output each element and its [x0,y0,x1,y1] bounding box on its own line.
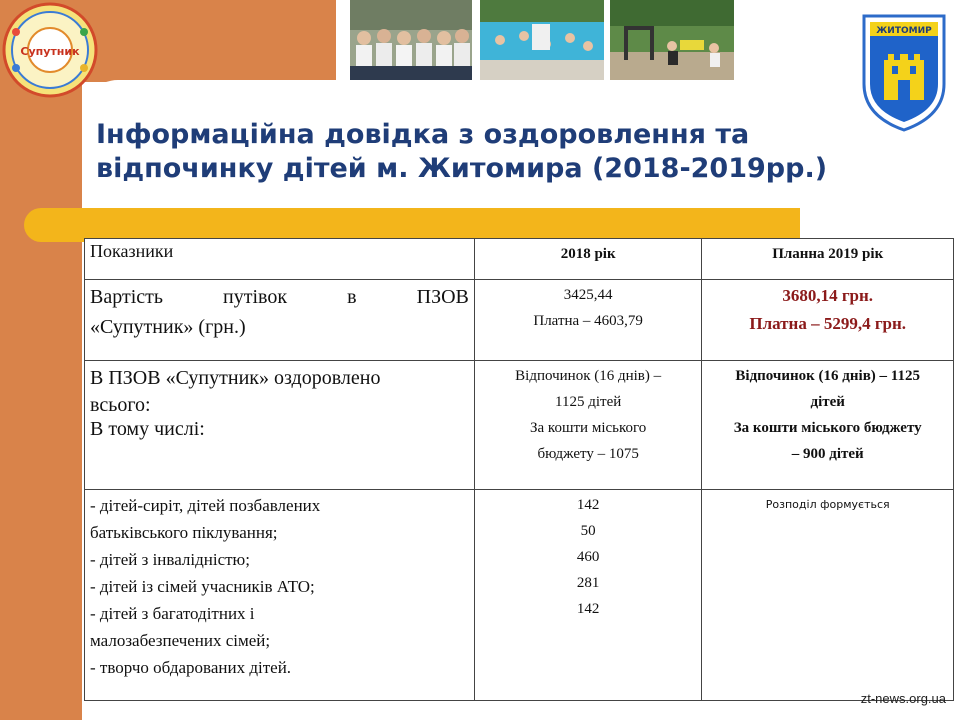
cost-2018-line2: Платна – 4603,79 [533,313,643,329]
photo-children-group [350,0,472,80]
cost-2018 [474,280,702,361]
total-label-line1: В ПЗОВ «Супутник» оздоровлено [90,367,381,389]
left-decor-band [0,0,82,720]
header-2019: Планна 2019 рік [702,239,954,280]
header-indicators: Показники [85,239,475,280]
cost-2018-line1: 3425,44 [563,287,613,303]
breakdown-label [85,490,475,701]
breakdown-2018-value: 142 [576,601,600,617]
breakdown-2018 [474,490,702,701]
total-label-line2: всього: [90,394,151,416]
cost-2019-line1: 3680,14 грн. [782,286,874,305]
table-row [85,280,954,361]
total-2018-line4: бюджету – 1075 [537,446,639,462]
breakdown-item: малозабезпечених сімей; [90,631,271,650]
cost-2019-line2: Платна – 5299,4 грн. [749,314,907,333]
total-2018-line1: Відпочинок (16 днів) – [515,368,662,384]
camp-logo [2,2,98,98]
breakdown-2018-value: 281 [576,575,600,591]
total-2019-line3: За кошти міського бюджету [733,420,922,436]
total-2019-line2: дітей [810,394,845,410]
breakdown-item: - дітей-сиріт, дітей позбавлених [90,496,321,515]
breakdown-item: - дітей із сімей учасників АТО; [90,577,315,596]
page-title: Інформаційна довідка з оздоровлення та відпочинку дітей м. Житомира (2018-2019рр.) [96,119,828,184]
accent-bar [24,208,800,242]
table-row [85,490,954,701]
total-2019-line1: Відпочинок (16 днів) – 1125 [735,368,920,384]
cost-label-line2: «Супутник» (грн.) [90,316,246,338]
breakdown-2019-note: Розподіл формується [765,498,890,511]
breakdown-2018-value: 460 [576,549,600,565]
breakdown-2019 [702,490,954,701]
breakdown-item: - творчо обдарованих дітей. [90,658,292,677]
breakdown-item: - дітей з багатодітних і [90,604,255,623]
total-2019 [702,361,954,490]
breakdown-2018-value: 142 [576,497,600,513]
photo-playground [610,0,734,80]
breakdown-2018-value: 50 [580,523,596,539]
info-table [84,238,954,701]
total-2018 [474,361,702,490]
header-2018: 2018 рік [474,239,702,280]
svg-text:ЖИТОМИР: ЖИТОМИР [876,26,932,36]
breakdown-item: батьківського піклування; [90,523,278,542]
cost-2019 [702,280,954,361]
total-label [85,361,475,490]
total-2019-line4: – 900 дітей [791,446,864,462]
total-2018-line2: 1125 дітей [555,394,622,410]
cost-label-line1: Вартість путівок в ПЗОВ [90,286,469,308]
table-header-row [85,239,954,280]
photo-swimming-pool [480,0,604,80]
breakdown-item: - дітей з інвалідністю; [90,550,250,569]
source-watermark: zt-news.org.ua [860,691,946,706]
cost-label [85,280,475,361]
table-row [85,361,954,490]
total-2018-line3: За кошти міського [530,420,647,436]
zhytomyr-crest [858,10,950,134]
total-label-line3: В тому числі: [90,418,205,440]
svg-text:Супутник: Супутник [20,45,80,58]
